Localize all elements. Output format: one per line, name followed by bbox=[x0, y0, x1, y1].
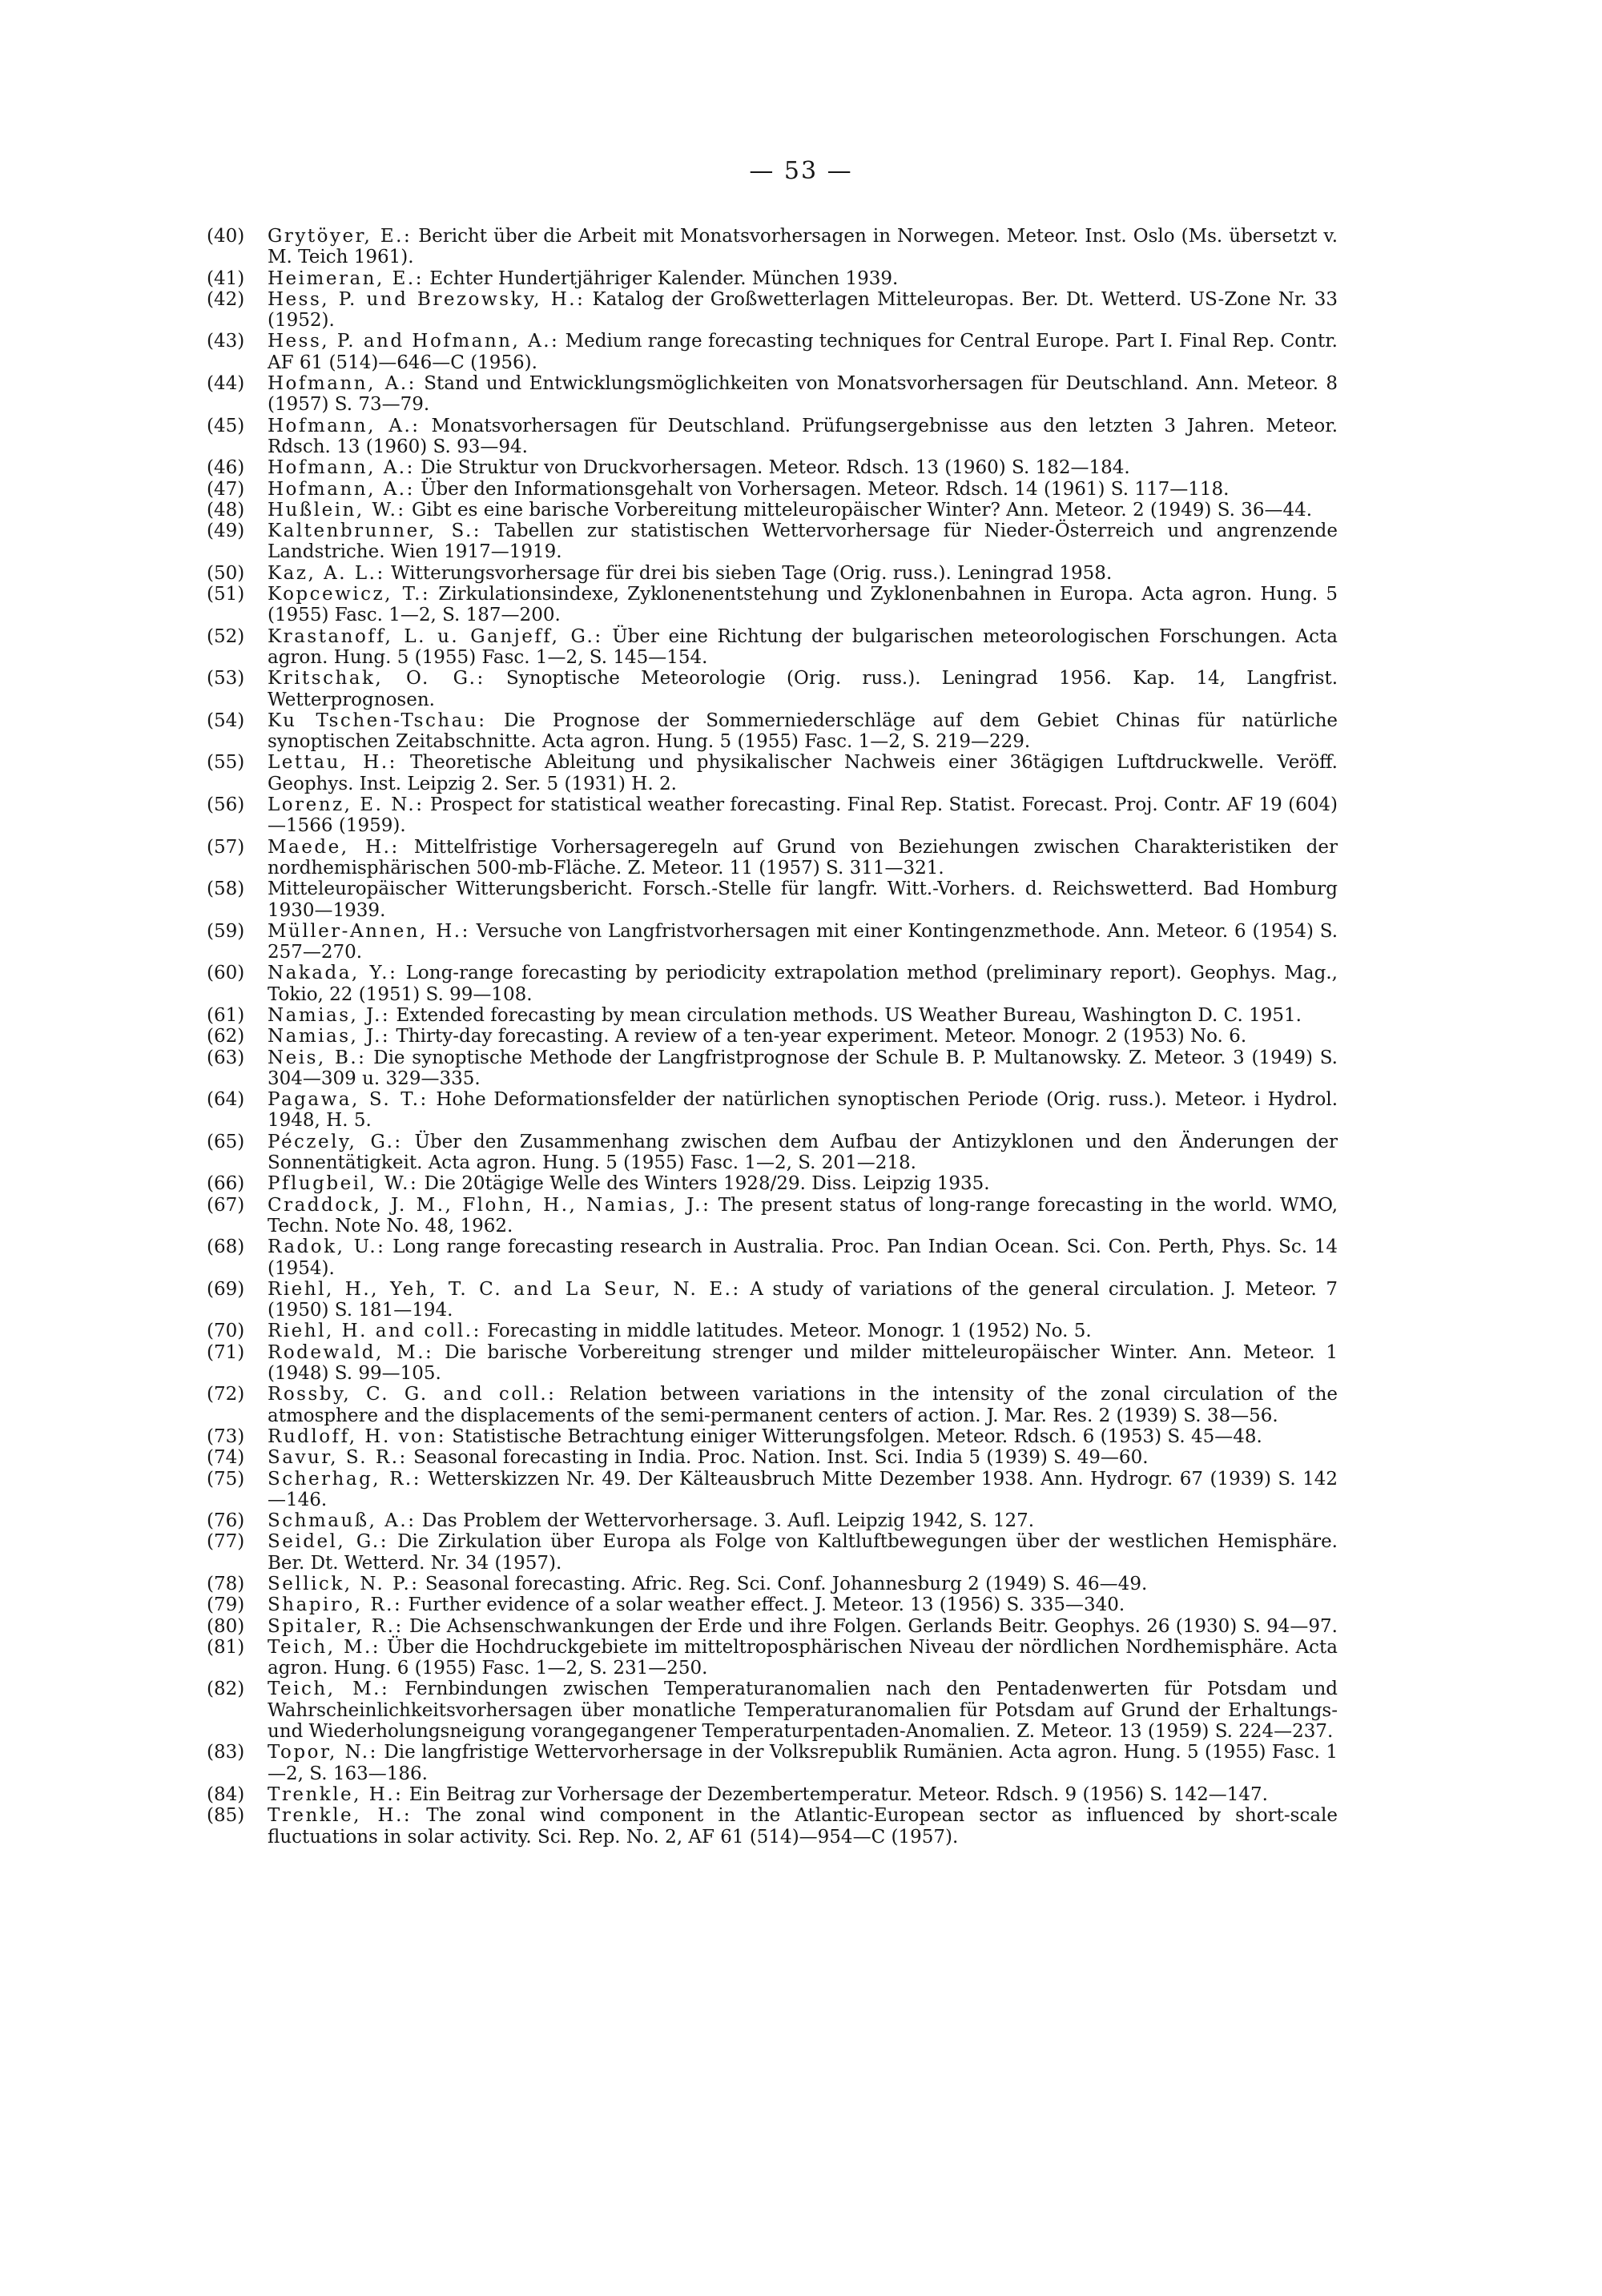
reference-author: Hofmann, A.: bbox=[268, 478, 415, 500]
reference-number: (69) bbox=[207, 1278, 245, 1300]
reference-entry bbox=[207, 268, 1338, 289]
reference-text: Echter Hundertjähriger Kalender. München 1939. bbox=[429, 267, 899, 289]
reference-number: (59) bbox=[207, 920, 245, 942]
reference-text: The zonal wind component in the Atlantic-European sector as influenced by short-scale fluctuations in solar activity. Sci. Rep. No. 2, AF 61 (514)—954—C (1957). bbox=[268, 1805, 1338, 1848]
reference-text: Katalog der Großwetterlagen Mitteleuropas. Ber. Dt. Wetterd. US-Zone Nr. 33 (1952). bbox=[268, 288, 1338, 332]
reference-text: Stand und Entwicklungsmöglichkeiten von Monatsvorhersagen für Deutschland. Ann. Meteor. 8 (1957) S. 73—79. bbox=[268, 373, 1338, 416]
reference-text: Medium range forecasting techniques for Central Europe. Part I. Final Rep. Contr. AF 61 (514)—646—C (1956). bbox=[268, 331, 1338, 373]
reference-entry bbox=[207, 373, 1338, 416]
reference-text: Long-range forecasting by periodicity extrapolation method (preliminary report). Geophys. Mag., Tokio, 22 (1951) S. 99—108. bbox=[268, 963, 1338, 1005]
reference-entry bbox=[207, 710, 1338, 753]
reference-entry bbox=[207, 1805, 1338, 1848]
reference-entry bbox=[207, 521, 1338, 563]
reference-text: Die 20tägige Welle des Winters 1928/29. Diss. Leipzig 1935. bbox=[424, 1173, 990, 1195]
reference-author: Hofmann, A.: bbox=[268, 373, 417, 395]
reference-number: (54) bbox=[207, 710, 245, 731]
reference-entry bbox=[207, 1426, 1338, 1447]
reference-entry bbox=[207, 457, 1338, 478]
reference-number: (65) bbox=[207, 1131, 245, 1152]
reference-number: (51) bbox=[207, 584, 245, 605]
reference-text: Über den Informationsgehalt von Vorhersagen. Meteor. Rdsch. 14 (1961) S. 117—118. bbox=[421, 478, 1230, 500]
reference-text: Monatsvorhersagen für Deutschland. Prüfungsergebnisse aus den letzten 3 Jahren. Meteor. Rdsch. 13 (1960) S. 93—94. bbox=[268, 415, 1338, 457]
reference-number: (60) bbox=[207, 963, 245, 984]
reference-text: Das Problem der Wettervorhersage. 3. Aufl. Leipzig 1942, S. 127. bbox=[421, 1510, 1035, 1532]
reference-number: (64) bbox=[207, 1089, 245, 1111]
reference-text: Mittelfristige Vorhersageregeln auf Grund von Beziehungen zwischen Charakteristiken der nordhemisphärischen 500-mb-Fläche. Z. Meteor. 11 (1957) S. 311—321. bbox=[268, 836, 1338, 879]
reference-author: Hofmann, A.: bbox=[268, 457, 415, 479]
reference-number: (50) bbox=[207, 562, 245, 584]
reference-author: Craddock, J. M., Flohn, H., Namias, J.: bbox=[268, 1194, 711, 1216]
reference-text: Seasonal forecasting. Afric. Reg. Sci. Conf. Johannesburg 2 (1949) S. 46—49. bbox=[425, 1574, 1148, 1594]
reference-entry bbox=[207, 1195, 1338, 1237]
reference-number: (75) bbox=[207, 1468, 245, 1490]
page-number: — 53 — bbox=[749, 157, 853, 185]
reference-entry bbox=[207, 331, 1338, 373]
reference-number: (61) bbox=[207, 1004, 245, 1026]
reference-number: (46) bbox=[207, 457, 245, 479]
reference-text: Further evidence of a solar weather effect. J. Meteor. 13 (1956) S. 335—340. bbox=[408, 1594, 1125, 1616]
reference-entry bbox=[207, 879, 1338, 921]
reference-author: Pagawa, S. T.: bbox=[268, 1089, 429, 1111]
reference-entry bbox=[207, 963, 1338, 1005]
reference-number: (70) bbox=[207, 1321, 245, 1342]
reference-entry bbox=[207, 1594, 1338, 1615]
reference-entry bbox=[207, 1469, 1338, 1511]
reference-entry bbox=[207, 1026, 1338, 1047]
reference-entry bbox=[207, 1510, 1338, 1531]
reference-entry bbox=[207, 416, 1338, 458]
reference-number: (52) bbox=[207, 625, 245, 647]
reference-author: Teich, M.: bbox=[268, 1679, 390, 1700]
reference-entry bbox=[207, 1279, 1338, 1321]
reference-entry bbox=[207, 584, 1338, 626]
reference-number: (82) bbox=[207, 1679, 245, 1700]
reference-author: Savur, S. R.: bbox=[268, 1447, 408, 1469]
reference-number: (47) bbox=[207, 478, 245, 500]
reference-text: Relation between variations in the intensity of the zonal circulation of the atmosphere and the displacements of the semi-permanent centers of action. J. Mar. Res. 2 (1939) S. 38—56. bbox=[268, 1384, 1338, 1426]
reference-text: Bericht über die Arbeit mit Monatsvorhersagen in Norwegen. Meteor. Inst. Oslo (Ms. übersetzt v. M. Teich 1961). bbox=[268, 226, 1338, 268]
reference-author: Heimeran, E.: bbox=[268, 267, 424, 289]
reference-text: Extended forecasting by mean circulation methods. US Weather Bureau, Washington D. C. 1951. bbox=[396, 1004, 1302, 1026]
reference-author: Rossby, C. G. and coll.: bbox=[268, 1384, 557, 1405]
reference-author: Scherhag, R.: bbox=[268, 1468, 421, 1490]
reference-entry bbox=[207, 1384, 1338, 1426]
reference-text: Die Achsenschwankungen der Erde und ihre Folgen. Gerlands Beitr. Geophys. 26 (1930) S. 94—97. bbox=[409, 1615, 1338, 1637]
reference-author: Namias, J.: bbox=[268, 1026, 391, 1047]
reference-entry bbox=[207, 752, 1338, 794]
reference-number: (48) bbox=[207, 499, 245, 521]
reference-text: Versuche von Langfristvorhersagen mit einer Kontingenzmethode. Ann. Meteor. 6 (1954) S. 257—270. bbox=[268, 920, 1338, 963]
reference-number: (81) bbox=[207, 1636, 245, 1658]
reference-author: Rodewald, M.: bbox=[268, 1341, 434, 1363]
reference-number: (78) bbox=[207, 1574, 245, 1594]
reference-entry bbox=[207, 1616, 1338, 1637]
reference-text: Statistische Betrachtung einiger Witterungsfolgen. Meteor. Rdsch. 6 (1953) S. 45—48. bbox=[452, 1425, 1262, 1447]
reference-author: Pflugbeil, W.: bbox=[268, 1173, 419, 1195]
reference-author: Riehl, H. and coll.: bbox=[268, 1321, 481, 1342]
reference-author: Hußlein, W.: bbox=[268, 499, 406, 521]
reference-text: Über den Zusammenhang zwischen dem Aufbau der Antizyklonen und den Änderungen der Sonnentätigkeit. Acta agron. Hung. 5 (1955) Fasc. 1—2, S. 201—218. bbox=[268, 1131, 1338, 1174]
reference-author: Kritschak, O. G.: bbox=[268, 668, 485, 690]
reference-text: Die Zirkulation über Europa als Folge von Kaltluftbewegungen über der westlichen Hemisphäre. Ber. Dt. Wetterd. Nr. 34 (1957). bbox=[268, 1531, 1338, 1574]
reference-number: (84) bbox=[207, 1783, 245, 1805]
reference-entry bbox=[207, 1574, 1338, 1594]
reference-number: (71) bbox=[207, 1341, 245, 1363]
reference-author: Kaz, A. L.: bbox=[268, 562, 385, 584]
reference-text: Thirty-day forecasting. A review of a ten-year experiment. Meteor. Monogr. 2 (1953) No. 6. bbox=[396, 1026, 1247, 1047]
reference-text: Die barische Vorbereitung strenger und milder mitteleuropäischer Winter. Ann. Meteor. 1 (1948) S. 99—105. bbox=[268, 1341, 1338, 1385]
reference-entry bbox=[207, 1236, 1338, 1279]
reference-text: Hohe Deformationsfelder der natürlichen synoptischen Periode (Orig. russ.). Meteor. i Hydrol. 1948, H. 5. bbox=[268, 1089, 1338, 1132]
reference-author: Hess, P. und Brezowsky, H.: bbox=[268, 288, 586, 310]
reference-author: Müller-Annen, H.: bbox=[268, 920, 470, 942]
reference-number: (77) bbox=[207, 1531, 245, 1553]
reference-number: (76) bbox=[207, 1510, 245, 1532]
reference-list bbox=[207, 226, 1338, 1848]
reference-entry bbox=[207, 1342, 1338, 1385]
reference-author: Topor, N.: bbox=[268, 1742, 378, 1763]
reference-author: Hess, P. and Hofmann, A.: bbox=[268, 331, 560, 352]
reference-number: (74) bbox=[207, 1447, 245, 1469]
reference-number: (68) bbox=[207, 1236, 245, 1258]
reference-number: (66) bbox=[207, 1173, 245, 1195]
reference-number: (43) bbox=[207, 331, 245, 352]
reference-number: (45) bbox=[207, 415, 245, 436]
reference-author: Ku Tschen-Tschau: bbox=[268, 710, 487, 731]
reference-entry bbox=[207, 1531, 1338, 1574]
reference-entry bbox=[207, 1679, 1338, 1742]
reference-text: Wetterskizzen Nr. 49. Der Kälteausbruch Mitte Dezember 1938. Ann. Hydrogr. 67 (1939) S. 142—146. bbox=[268, 1468, 1338, 1510]
reference-number: (62) bbox=[207, 1026, 245, 1047]
reference-author: Hofmann, A.: bbox=[268, 415, 421, 436]
reference-author: Shapiro, R.: bbox=[268, 1594, 403, 1616]
reference-author: Neis, B.: bbox=[268, 1047, 367, 1068]
reference-text: The present status of long-range forecasting in the world. WMO, Techn. Note No. 48, 1962. bbox=[268, 1194, 1338, 1236]
reference-entry bbox=[207, 563, 1338, 584]
reference-text: Forecasting in middle latitudes. Meteor. Monogr. 1 (1952) No. 5. bbox=[487, 1321, 1092, 1342]
reference-author: Trenkle, H.: bbox=[268, 1783, 404, 1805]
reference-author: Rudloff, H. von: bbox=[268, 1425, 446, 1447]
reference-number: (80) bbox=[207, 1615, 245, 1637]
reference-text: Die Prognose der Sommerniederschläge auf dem Gebiet Chinas für natürliche synoptischen Zeitabschnitte. Acta agron. Hung. 5 (1955) Fasc. 1—2, S. 219—229. bbox=[268, 710, 1338, 753]
reference-entry bbox=[207, 289, 1338, 332]
reference-author: Grytöyer, E.: bbox=[268, 226, 413, 247]
reference-entry bbox=[207, 1447, 1338, 1468]
reference-author: Kaltenbrunner, S.: bbox=[268, 521, 482, 542]
reference-text: Witterungsvorhersage für drei bis sieben Tage (Orig. russ.). Leningrad 1958. bbox=[391, 562, 1113, 584]
reference-number: (63) bbox=[207, 1047, 245, 1068]
reference-author: Riehl, H., Yeh, T. C. and La Seur, N. E.: bbox=[268, 1278, 741, 1300]
reference-number: (55) bbox=[207, 752, 245, 774]
reference-text: Seasonal forecasting in India. Proc. Nation. Inst. Sci. India 5 (1939) S. 49—60. bbox=[413, 1447, 1149, 1469]
reference-entry bbox=[207, 1784, 1338, 1805]
reference-author: Krastanoff, L. u. Ganjeff, G.: bbox=[268, 625, 603, 647]
reference-text: Über die Hochdruckgebiete im mitteltroposphärischen Niveau der nördlichen Nordhemisphäre. Acta agron. Hung. 6 (1955) Fasc. 1—2, S. 231—250. bbox=[268, 1636, 1338, 1679]
reference-number: (58) bbox=[207, 879, 245, 900]
reference-author: Teich, M.: bbox=[268, 1636, 381, 1658]
reference-number: (85) bbox=[207, 1805, 245, 1827]
reference-author: Radok, U.: bbox=[268, 1236, 386, 1258]
reference-number: (57) bbox=[207, 836, 245, 858]
reference-entry bbox=[207, 1005, 1338, 1026]
reference-text: Mitteleuropäischer Witterungsbericht. Forsch.-Stelle für langfr. Witt.-Vorhers. d. Reichswetterd. Bad Homburg 1930—1939. bbox=[268, 879, 1338, 921]
reference-entry bbox=[207, 479, 1338, 500]
reference-number: (72) bbox=[207, 1384, 245, 1405]
reference-number: (79) bbox=[207, 1594, 245, 1616]
reference-author: Schmauß, A.: bbox=[268, 1510, 417, 1532]
reference-author: Maede, H.: bbox=[268, 836, 400, 858]
reference-author: Lettau, H.: bbox=[268, 752, 397, 774]
reference-author: Lorenz, E. N.: bbox=[268, 794, 425, 816]
reference-text: Fernbindungen zwischen Temperaturanomalien nach den Pentadenwerten für Potsdam und Wahrscheinlichkeitsvorhersagen über monatliche Temperaturanomalien für Potsdam auf Grund der Erhaltungs- und Wiederholungsneigung vorangegangener Temperaturpentaden-Anomalien. Z. Meteor. 13 (1959) S. 224—237. bbox=[268, 1679, 1338, 1743]
reference-number: (56) bbox=[207, 794, 245, 816]
reference-number: (42) bbox=[207, 288, 245, 310]
reference-number: (41) bbox=[207, 267, 245, 289]
reference-entry bbox=[207, 500, 1338, 521]
reference-number: (44) bbox=[207, 373, 245, 395]
reference-number: (49) bbox=[207, 521, 245, 542]
reference-text: Ein Beitrag zur Vorhersage der Dezembertemperatur. Meteor. Rdsch. 9 (1956) S. 142—147. bbox=[409, 1783, 1268, 1805]
reference-number: (73) bbox=[207, 1425, 245, 1447]
reference-entry bbox=[207, 921, 1338, 963]
reference-text: Zirkulationsindexe, Zyklonenentstehung und Zyklonenbahnen in Europa. Acta agron. Hung. 5 (1955) Fasc. 1—2, S. 187—200. bbox=[268, 584, 1338, 626]
reference-author: Seidel, G.: bbox=[268, 1531, 388, 1553]
reference-text: Gibt es eine barische Vorbereitung mitteleuropäischer Winter? Ann. Meteor. 2 (1949) S. 36—44. bbox=[411, 499, 1313, 521]
reference-text: Die Struktur von Druckvorhersagen. Meteor. Rdsch. 13 (1960) S. 182—184. bbox=[421, 457, 1130, 479]
reference-author: Péczely, G.: bbox=[268, 1131, 403, 1152]
reference-entry bbox=[207, 1047, 1338, 1090]
reference-entry bbox=[207, 626, 1338, 669]
reference-entry bbox=[207, 1742, 1338, 1784]
reference-author: Nakada, Y.: bbox=[268, 963, 398, 984]
reference-number: (40) bbox=[207, 226, 245, 247]
reference-entry bbox=[207, 1089, 1338, 1132]
reference-text: Tabellen zur statistischen Wettervorhersage für Nieder-Österreich und angrenzende Landstriche. Wien 1917—1919. bbox=[268, 521, 1338, 563]
reference-entry bbox=[207, 1637, 1338, 1679]
reference-text: Die langfristige Wettervorhersage in der Volksrepublik Rumänien. Acta agron. Hung. 5 (1955) Fasc. 1—2, S. 163—186. bbox=[268, 1742, 1338, 1784]
reference-text: Prospect for statistical weather forecasting. Final Rep. Statist. Forecast. Proj. Contr. AF 19 (604)—1566 (1959). bbox=[268, 794, 1338, 837]
reference-text: A study of variations of the general circulation. J. Meteor. 7 (1950) S. 181—194. bbox=[268, 1278, 1338, 1321]
reference-entry bbox=[207, 1173, 1338, 1194]
reference-entry bbox=[207, 1321, 1338, 1341]
reference-entry bbox=[207, 668, 1338, 710]
reference-number: (83) bbox=[207, 1742, 245, 1763]
reference-text: Synoptische Meteorologie (Orig. russ.). Leningrad 1956. Kap. 14, Langfrist. Wetterprognosen. bbox=[268, 668, 1338, 710]
reference-author: Spitaler, R.: bbox=[268, 1615, 404, 1637]
reference-number: (67) bbox=[207, 1194, 245, 1216]
reference-author: Namias, J.: bbox=[268, 1004, 391, 1026]
reference-number: (53) bbox=[207, 668, 245, 690]
reference-author: Kopcewicz, T.: bbox=[268, 584, 431, 605]
reference-author: Trenkle, H.: bbox=[268, 1805, 413, 1827]
reference-entry bbox=[207, 226, 1338, 268]
reference-entry bbox=[207, 794, 1338, 837]
reference-text: Die synoptische Methode der Langfristprognose der Schule B. P. Multanowsky. Z. Meteor. 3 (1949) S. 304—309 u. 329—335. bbox=[268, 1047, 1338, 1089]
reference-author: Sellick, N. P.: bbox=[268, 1574, 420, 1594]
reference-text: Long range forecasting research in Australia. Proc. Pan Indian Ocean. Sci. Con. Perth, Phys. Sc. 14 (1954). bbox=[268, 1236, 1338, 1279]
reference-text: Über eine Richtung der bulgarischen meteorologischen Forschungen. Acta agron. Hung. 5 (1955) Fasc. 1—2, S. 145—154. bbox=[268, 625, 1338, 668]
reference-entry bbox=[207, 837, 1338, 879]
reference-entry bbox=[207, 1132, 1338, 1174]
reference-text: Theoretische Ableitung und physikalischer Nachweis einer 36tägigen Luftdruckwelle. Veröff. Geophys. Inst. Leipzig 2. Ser. 5 (1931) H. 2. bbox=[268, 752, 1338, 794]
